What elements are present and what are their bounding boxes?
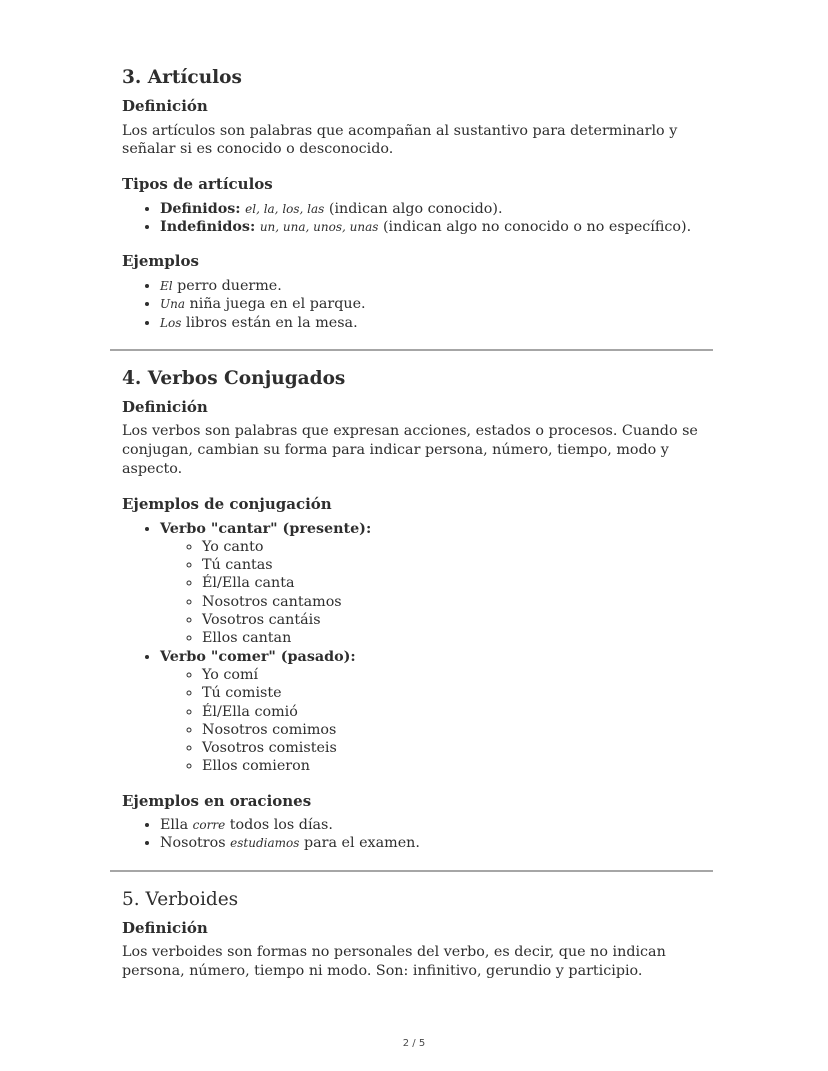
list-formas-comer [160, 666, 713, 776]
heading-definicion-verbos: Definición [122, 397, 208, 416]
list-item [160, 314, 713, 332]
verb-form: ◦ Nosotros comimos [202, 721, 713, 739]
section-divider [110, 349, 713, 351]
verb-form: ◦ Tú cantas [202, 556, 713, 574]
item-examples: el, la, los, las [245, 201, 325, 216]
verb-form: ◦ Tú comiste [202, 684, 713, 702]
verb-label: Verbo "comer" (pasado): [160, 648, 356, 665]
list-item [160, 295, 713, 313]
list-ejemplos-oraciones [115, 816, 713, 853]
item-rest: niña juega en el parque. [189, 296, 366, 313]
list-tipos-de-articulos [115, 200, 713, 237]
heading-ejemplos-de-conjugacion: Ejemplos de conjugación [122, 495, 332, 514]
section-verbos-conjugados [115, 367, 713, 853]
heading-tipos-de-articulos: Tipos de artículos [122, 175, 273, 194]
list-conjugaciones [115, 520, 713, 776]
list-item-verbo-comer [160, 648, 713, 776]
item-pre: Nosotros [160, 835, 226, 852]
list-item [160, 816, 713, 834]
list-item [160, 218, 713, 236]
page-content [115, 0, 713, 981]
heading-ejemplos-articulos: Ejemplos [122, 252, 199, 271]
paragraph-definicion-verboides: Los verboides son formas no personales del verbo, es decir, que no indican persona, número, tiempo ni modo. Son: infinitivo, gerundio y participio. [122, 944, 666, 980]
verb-form: ◦ Ellos comieron [202, 757, 713, 775]
item-rest: (indican algo no conocido o no específico). [382, 219, 692, 236]
list-item [160, 277, 713, 295]
item-rest: perro duerme. [177, 277, 282, 294]
section-verboides [115, 888, 713, 981]
verb-form: ◦ Yo comí [202, 666, 713, 684]
item-rest: (indican algo conocido). [328, 200, 503, 217]
verb-form: ◦ Él/Ella canta [202, 574, 713, 592]
item-lead: Indefinidos: [160, 219, 256, 236]
item-article: Los [160, 315, 182, 330]
section-divider [110, 870, 713, 872]
heading-definicion-verboides: Definición [122, 918, 208, 937]
heading-ejemplos-en-oraciones: Ejemplos en oraciones [122, 791, 312, 810]
section-articulos [115, 66, 713, 332]
item-post: todos los días. [229, 817, 333, 834]
item-article: El [160, 278, 173, 293]
heading-definicion-articulos: Definición [122, 97, 208, 116]
item-lead: Definidos: [160, 200, 241, 217]
item-verb: estudiamos [230, 836, 300, 851]
verb-label: Verbo "cantar" (presente): [160, 520, 372, 537]
verb-form: ◦ Vosotros comisteis [202, 739, 713, 757]
verb-form: ◦ Nosotros cantamos [202, 593, 713, 611]
list-formas-cantar [160, 538, 713, 648]
item-post: para el examen. [303, 835, 420, 852]
list-item [160, 834, 713, 852]
verb-form: ◦ Ellos cantan [202, 629, 713, 647]
page-number: 2 / 5 [402, 1038, 426, 1049]
item-rest: libros están en la mesa. [185, 314, 358, 331]
section-title-verbos-conjugados: 4. Verbos Conjugados [122, 367, 346, 389]
verb-form: ◦ Él/Ella comió [202, 703, 713, 721]
item-article: Una [160, 297, 185, 312]
list-ejemplos-articulos [115, 277, 713, 332]
paragraph-definicion-articulos: Los artículos son palabras que acompañan al sustantivo para determinarlo y señalar si es conocido o desconocido. [122, 122, 678, 158]
verb-form: ◦ Vosotros cantáis [202, 611, 713, 629]
item-pre: Ella [160, 817, 189, 834]
item-examples: un, una, unos, unas [259, 220, 379, 235]
paragraph-definicion-verbos: Los verbos son palabras que expresan acciones, estados o procesos. Cuando se conjugan, cambian su forma para indicar persona, número, tiempo, modo y aspecto. [122, 423, 698, 478]
item-verb: corre [192, 818, 226, 833]
verb-form: ◦ Yo canto [202, 538, 713, 556]
list-item [160, 200, 713, 218]
section-title-articulos: 3. Artículos [122, 67, 242, 88]
section-title-verboides: 5. Verboides [122, 888, 239, 910]
list-item-verbo-cantar [160, 520, 713, 648]
